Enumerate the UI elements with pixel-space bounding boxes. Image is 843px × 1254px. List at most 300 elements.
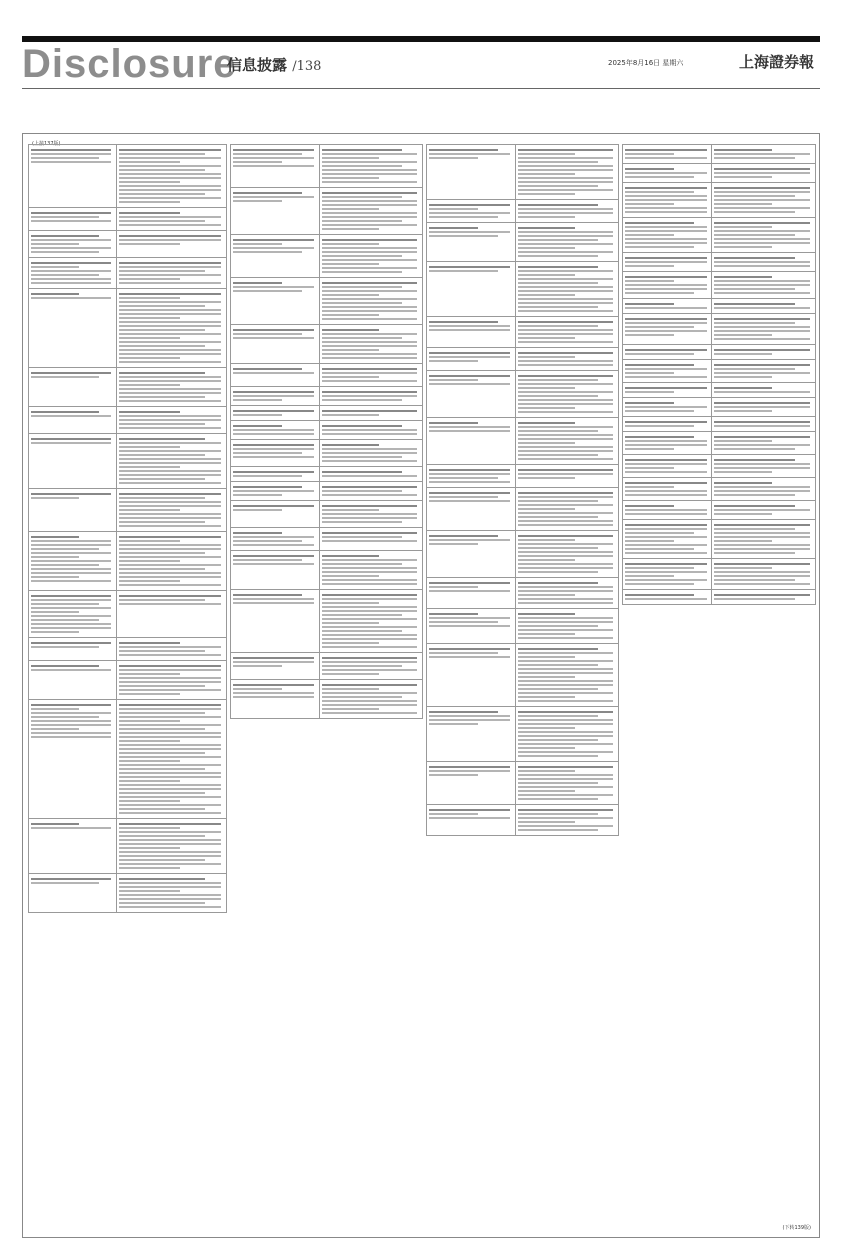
text-line [119, 595, 221, 597]
table-row [231, 653, 423, 680]
text-line [518, 321, 613, 323]
text-line [31, 623, 111, 625]
text-line [714, 536, 810, 538]
text-line [518, 157, 613, 159]
item-cell [427, 707, 516, 762]
text-line [322, 306, 417, 308]
section-title [227, 54, 321, 75]
text-line [518, 387, 575, 389]
text-line [322, 294, 379, 296]
text-line [233, 555, 314, 557]
text-block [625, 303, 709, 309]
text-line [518, 582, 598, 584]
content-cell [712, 455, 816, 478]
text-line [714, 540, 771, 542]
text-line [714, 552, 795, 554]
text-line [233, 665, 282, 667]
text-line [518, 739, 598, 741]
text-block [429, 613, 513, 627]
text-line [625, 552, 707, 554]
item-cell [427, 762, 516, 805]
text-line [714, 203, 771, 205]
text-line [322, 345, 417, 347]
text-line [625, 318, 707, 320]
text-line [119, 458, 221, 460]
text-block [714, 303, 813, 309]
text-block [233, 505, 317, 511]
text-line [31, 220, 111, 222]
text-line [714, 467, 810, 469]
text-block [518, 582, 616, 604]
text-line [518, 251, 613, 253]
text-block [429, 809, 513, 819]
text-line [625, 372, 674, 374]
item-cell [231, 278, 320, 325]
text-block [518, 266, 616, 312]
text-line [119, 867, 180, 869]
text-block [322, 594, 420, 648]
text-block [119, 595, 224, 605]
text-line [119, 689, 221, 691]
text-line [322, 337, 402, 339]
text-line [518, 454, 598, 456]
text-line [625, 195, 707, 197]
text-block [518, 469, 616, 479]
text-line [625, 486, 674, 488]
text-line [322, 610, 417, 612]
text-line [518, 185, 598, 187]
content-cell [116, 819, 226, 874]
text-line [119, 301, 221, 303]
text-block [322, 444, 420, 462]
text-line [119, 669, 221, 671]
text-line [31, 251, 99, 253]
text-line [322, 255, 402, 257]
text-line [31, 823, 79, 825]
content-cell [515, 578, 618, 609]
text-line [119, 438, 205, 440]
text-line [31, 212, 111, 214]
content-cell [515, 223, 618, 262]
text-line [322, 594, 417, 596]
text-line [31, 274, 99, 276]
table-row [427, 762, 619, 805]
text-line [518, 829, 598, 831]
content-cell [116, 661, 226, 700]
text-line [31, 266, 79, 268]
content-cell [515, 488, 618, 531]
text-line [31, 603, 99, 605]
text-line [31, 556, 79, 558]
text-line [119, 859, 205, 861]
text-line [518, 755, 598, 757]
text-block [714, 594, 813, 600]
text-line [714, 276, 771, 278]
text-line [714, 402, 810, 404]
text-line [233, 471, 314, 473]
text-line [322, 399, 402, 401]
item-cell [231, 680, 320, 719]
table-row [623, 218, 816, 253]
text-line [714, 353, 771, 355]
text-line [119, 748, 221, 750]
text-block [119, 642, 224, 656]
text-line [518, 450, 613, 452]
text-line [119, 804, 221, 806]
text-line [119, 165, 221, 167]
text-line [518, 379, 598, 381]
text-line [322, 251, 417, 253]
text-line [31, 878, 111, 880]
text-line [322, 341, 417, 343]
text-block [31, 823, 114, 829]
text-line [625, 284, 707, 286]
table-row [231, 680, 423, 719]
table-row [623, 432, 816, 455]
item-cell [231, 188, 320, 235]
text-line [233, 410, 314, 412]
text-line [31, 149, 111, 151]
text-line [714, 448, 795, 450]
text-line [518, 325, 598, 327]
text-line [119, 361, 221, 363]
text-block [714, 276, 813, 294]
text-block [119, 878, 224, 908]
text-line [714, 406, 810, 408]
text-block [233, 368, 317, 374]
text-line [714, 349, 810, 351]
text-line [119, 478, 205, 480]
text-line [322, 333, 417, 335]
content-cell [515, 531, 618, 578]
text-line [322, 353, 417, 355]
text-line [119, 708, 221, 710]
text-block [233, 471, 317, 477]
text-line [518, 173, 575, 175]
content-cell [712, 383, 816, 398]
text-line [119, 823, 221, 825]
text-block [625, 402, 709, 412]
text-line [429, 356, 510, 358]
text-line [233, 282, 282, 284]
text-line [322, 302, 402, 304]
text-line [119, 890, 180, 892]
text-line [714, 421, 810, 423]
text-line [119, 878, 205, 880]
text-line [518, 473, 613, 475]
text-line [233, 509, 282, 511]
text-line [714, 338, 810, 340]
text-block [429, 422, 513, 432]
content-cell [712, 520, 816, 559]
item-cell [623, 590, 712, 605]
text-line [119, 599, 205, 601]
text-line [714, 168, 810, 170]
text-block [233, 684, 317, 698]
text-block [119, 212, 224, 226]
text-block [429, 375, 513, 385]
text-line [322, 153, 417, 155]
text-line [518, 751, 613, 753]
text-line [31, 732, 111, 734]
text-line [322, 673, 379, 675]
table-row [623, 559, 816, 590]
text-line [322, 567, 417, 569]
text-line [119, 243, 180, 245]
text-line [119, 454, 205, 456]
content-cell [712, 590, 816, 605]
text-line [518, 235, 613, 237]
text-line [119, 564, 221, 566]
text-line [518, 817, 613, 819]
text-line [625, 334, 674, 336]
text-line [119, 603, 221, 605]
text-line [119, 462, 221, 464]
text-block [714, 524, 813, 554]
item-cell [231, 387, 320, 406]
text-block [714, 187, 813, 213]
text-line [322, 173, 417, 175]
text-line [714, 463, 810, 465]
text-line [119, 157, 221, 159]
text-line [322, 177, 379, 179]
text-block [31, 372, 114, 378]
content-cell [116, 289, 226, 368]
table-row [427, 644, 619, 707]
text-line [429, 652, 498, 654]
text-line [119, 470, 221, 472]
text-line [322, 700, 417, 702]
text-line [119, 305, 205, 307]
text-line [119, 800, 180, 802]
item-cell [623, 272, 712, 299]
text-line [714, 425, 810, 427]
table-row [623, 590, 816, 605]
text-line [518, 571, 598, 573]
text-line [31, 438, 111, 440]
disclosure-table [622, 144, 816, 605]
text-line [119, 646, 221, 648]
text-line [119, 517, 221, 519]
item-cell [427, 805, 516, 836]
content-cell [319, 387, 422, 406]
text-line [518, 407, 575, 409]
text-block [714, 168, 813, 178]
text-line [714, 376, 771, 378]
text-block [625, 276, 709, 294]
text-line [119, 149, 221, 151]
text-line [322, 513, 417, 515]
text-block [31, 642, 114, 648]
text-line [322, 165, 402, 167]
text-line [322, 290, 417, 292]
table-row [29, 407, 227, 434]
item-cell [623, 314, 712, 345]
text-line [429, 360, 478, 362]
table-row [231, 467, 423, 482]
text-line [429, 813, 478, 815]
text-line [119, 685, 205, 687]
text-block [625, 482, 709, 496]
text-block [233, 594, 317, 604]
table-row [427, 223, 619, 262]
text-line [625, 524, 707, 526]
text-line [714, 368, 795, 370]
text-line [518, 586, 613, 588]
table-row [623, 398, 816, 417]
text-line [518, 204, 598, 206]
item-cell [623, 253, 712, 272]
text-line [518, 247, 575, 249]
table-row [29, 819, 227, 874]
text-line [322, 634, 417, 636]
text-line [429, 477, 498, 479]
text-line [119, 642, 180, 644]
text-line [322, 517, 417, 519]
text-block [31, 704, 114, 738]
text-block [322, 368, 420, 382]
text-line [518, 356, 575, 358]
text-line [322, 212, 417, 214]
text-line [429, 352, 510, 354]
item-cell [231, 501, 320, 528]
text-line [518, 231, 613, 233]
text-line [322, 642, 379, 644]
item-cell [231, 325, 320, 364]
text-line [31, 728, 79, 730]
text-line [31, 161, 111, 163]
disclosure-table [230, 144, 423, 719]
text-line [518, 282, 598, 284]
text-block [429, 766, 513, 776]
text-line [119, 788, 221, 790]
text-line [233, 247, 314, 249]
item-cell [231, 551, 320, 590]
text-block [31, 262, 114, 284]
text-block [119, 665, 224, 695]
text-line [625, 494, 707, 496]
content-cell [116, 489, 226, 532]
text-line [625, 326, 694, 328]
text-line [119, 654, 221, 656]
table-row [231, 421, 423, 440]
masthead [22, 42, 820, 86]
text-line [625, 265, 674, 267]
text-line [31, 646, 99, 648]
text-line [119, 521, 205, 523]
text-line [233, 448, 314, 450]
text-line [233, 157, 314, 159]
item-cell [29, 258, 117, 289]
content-cell [319, 653, 422, 680]
text-line [119, 673, 180, 675]
text-line [322, 456, 402, 458]
text-line [119, 724, 221, 726]
text-block [518, 613, 616, 639]
text-line [119, 712, 205, 714]
text-line [625, 364, 694, 366]
item-cell [231, 406, 320, 421]
text-line [119, 224, 221, 226]
disclosure-table [28, 144, 227, 913]
text-line [518, 411, 613, 413]
text-block [233, 282, 317, 292]
text-line [518, 442, 575, 444]
text-block [322, 282, 420, 320]
text-line [518, 625, 598, 627]
text-block [31, 665, 114, 671]
text-line [119, 384, 180, 386]
text-line [233, 598, 314, 600]
text-line [518, 692, 613, 694]
text-line [518, 688, 598, 690]
text-line [119, 544, 221, 546]
content-cell [116, 874, 226, 913]
text-line [625, 242, 707, 244]
item-cell [623, 183, 712, 218]
text-line [625, 261, 707, 263]
text-line [233, 251, 302, 253]
text-line [518, 648, 598, 650]
text-line [119, 185, 221, 187]
text-line [119, 270, 205, 272]
text-line [714, 234, 795, 236]
text-line [518, 547, 598, 549]
text-line [119, 693, 180, 695]
content-cell [712, 398, 816, 417]
text-line [322, 329, 379, 331]
text-line [322, 181, 417, 183]
text-line [322, 429, 417, 431]
text-block [429, 648, 513, 658]
content-cell [712, 417, 816, 432]
text-line [714, 261, 810, 263]
table-row [623, 145, 816, 164]
text-line [714, 486, 810, 488]
text-block [429, 149, 513, 159]
text-line [625, 353, 694, 355]
text-line [518, 747, 575, 749]
text-line [518, 434, 613, 436]
text-line [625, 513, 707, 515]
item-cell [231, 421, 320, 440]
text-line [322, 216, 417, 218]
text-line [518, 512, 613, 514]
text-line [714, 195, 795, 197]
text-line [714, 387, 771, 389]
text-line [31, 607, 111, 609]
text-line [119, 357, 180, 359]
continued-to-label: (下转139版) [782, 1225, 811, 1231]
text-line [714, 153, 810, 155]
text-line [31, 564, 99, 566]
text-line [322, 521, 402, 523]
text-line [322, 638, 417, 640]
text-line [625, 425, 694, 427]
text-line [119, 525, 221, 527]
text-line [518, 696, 575, 698]
text-line [714, 494, 795, 496]
content-cell [319, 501, 422, 528]
table-row [29, 591, 227, 638]
text-block [322, 410, 420, 416]
text-line [518, 298, 613, 300]
text-line [625, 594, 694, 596]
content-cell [319, 482, 422, 501]
text-block [233, 425, 317, 435]
text-line [625, 540, 674, 542]
text-line [119, 509, 180, 511]
